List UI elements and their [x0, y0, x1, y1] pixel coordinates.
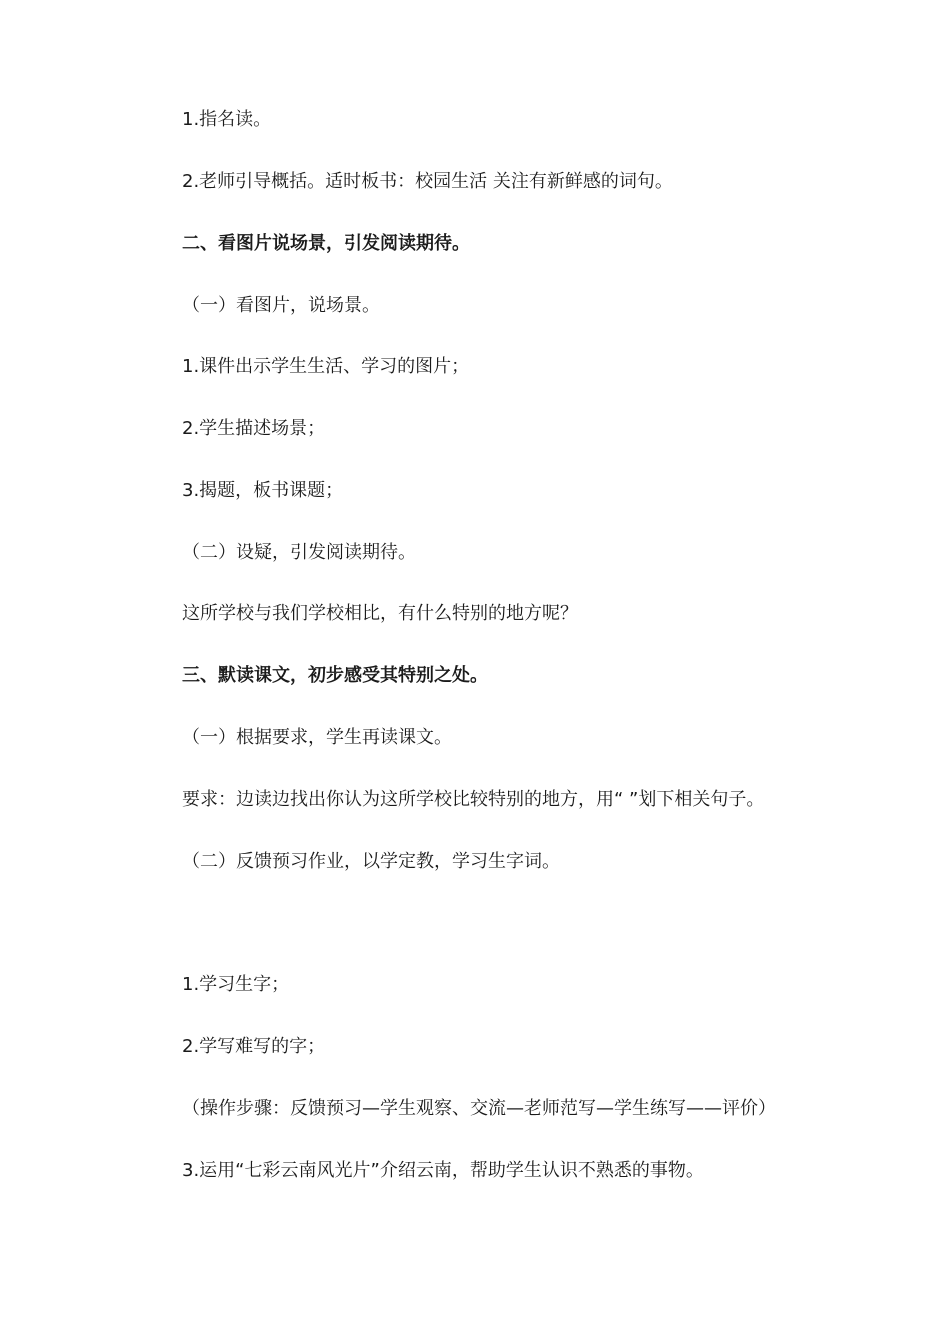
subsection-heading: （一）看图片，说场景。: [182, 295, 380, 316]
paragraph-line: （操作步骤：反馈预习—学生观察、交流—老师范写—学生练写——评价）: [182, 1098, 776, 1119]
paragraph-line: 2.老师引导概括。适时板书：校园生活 关注有新鲜感的词句。: [182, 171, 673, 192]
paragraph-line: 2.学生描述场景；: [182, 418, 326, 439]
paragraph-line: 要求：边读边找出你认为这所学校比较特别的地方，用“ ”划下相关句子。: [182, 789, 765, 810]
paragraph-line: 3.揭题，板书课题；: [182, 480, 344, 501]
section-heading: 二、看图片说场景，引发阅读期待。: [182, 233, 470, 254]
subsection-heading: （二）设疑，引发阅读期待。: [182, 542, 416, 563]
paragraph-line: 这所学校与我们学校相比，有什么特别的地方呢？: [182, 603, 578, 624]
subsection-heading: （一）根据要求，学生再读课文。: [182, 727, 452, 748]
section-heading: 三、默读课文，初步感受其特别之处。: [182, 665, 488, 686]
paragraph-line: 1.学习生字；: [182, 974, 290, 995]
paragraph-line: 3.运用“七彩云南风光片”介绍云南，帮助学生认识不熟悉的事物。: [182, 1160, 704, 1181]
paragraph-line: 1.指名读。: [182, 109, 272, 130]
paragraph-line: 1.课件出示学生生活、学习的图片；: [182, 356, 470, 377]
paragraph-line: 2.学写难写的字；: [182, 1036, 326, 1057]
subsection-heading: （二）反馈预习作业，以学定教，学习生字词。: [182, 851, 560, 872]
